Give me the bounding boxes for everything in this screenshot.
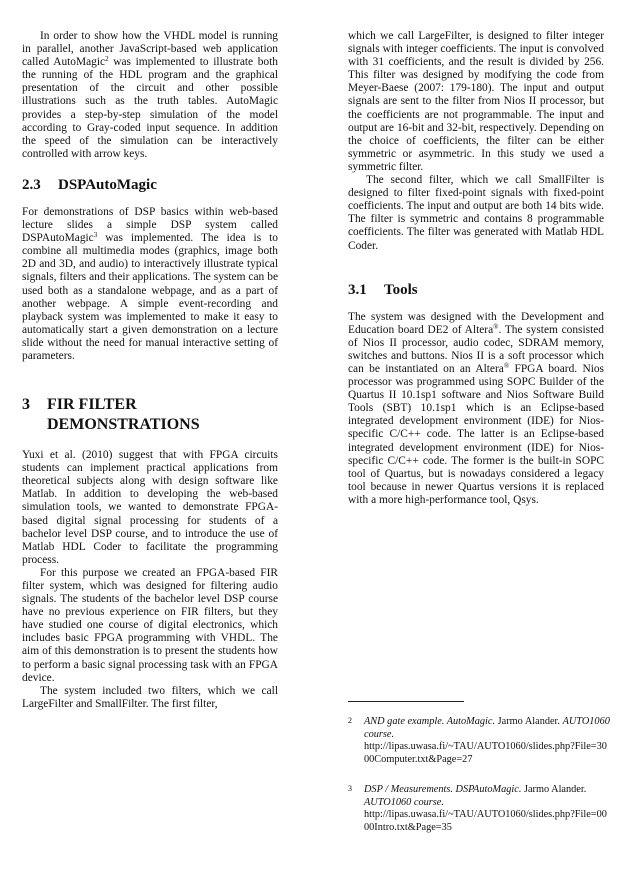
text-run: FPGA board. Nios processor was programmed using SOPC Builder of the Quartus II 10.1sp1 software and Nios Software Build Tools (SBT) 10.1sp1 which is an Eclipse-based integrated development environment (IDE) for Nios-specific C/C++ code. The latter is an Eclipse-based integrated development environment (IDE) for Nios-specific C/C++ code. The former is the built-in SOPC tool of Quartus, but is nowadays considered a legacy tool because in newer Quartus versions it is replaced with a more high-performance tool, Qsys.	[348, 362, 604, 506]
footnote-author: Jarmo Alander.	[495, 716, 563, 727]
section-heading-3-1	[348, 281, 604, 299]
section-number: 3.1	[348, 281, 367, 298]
right-column	[348, 30, 604, 507]
section-number: 2.3	[22, 176, 41, 193]
footnote-url[interactable]: http://lipas.uwasa.fi/~TAU/AUTO1060/slides.php?File=3000Computer.txt&Page=27	[364, 741, 607, 765]
paragraph-largefilter: which we call LargeFilter, is designed to filter integer signals with integer coefficients. The input is convolved with 31 coefficients, and the result is divided by 256. This filter was designed by modifying the code from Meyer-Baese (2007: 179-180). The input and output signals are sent to the filter from Nios II processor, but the coefficients are not programmable. The input and output are 16-bit and 32-bit, respectively. Depending on the choice of coefficients, the filter can be either symmetric or asymmetric. In this study we used a symmetric filter.	[348, 30, 604, 173]
footnote-ref-2[interactable]: 2	[105, 55, 109, 64]
text-run: For demonstrations of DSP basics within web-based lecture slides a simple DSP system called DSPAutoMagic	[22, 205, 278, 245]
footnote-text	[364, 784, 610, 834]
footnote-course: AUTO1060 course.	[364, 716, 610, 740]
section-title: Tools	[384, 281, 418, 298]
paragraph-fir-intro: Yuxi et al. (2010) suggest that with FPGA circuits students can implement practical applications from theoretical subjects along with design software like Matlab. In addition to developing the web-based simulation tools, we wanted to demonstrate FPGA-based digital signal processing for students of a bachelor level DSP course, and to introduce the use of Matlab HDL Coder to facilitate the programming process.	[22, 449, 278, 566]
footnote-3	[348, 784, 610, 834]
footnote-mark: 3	[348, 784, 352, 793]
registered-mark: ®	[503, 361, 510, 370]
paragraph-dspautomagic	[22, 206, 278, 363]
text-run: . The system consisted of Nios II processor, audio codec, SDRAM memory, switches and buttons. Nios II is a soft processor which can be instantiated on an Altera	[348, 323, 604, 375]
footnote-course: AUTO1060 course.	[364, 796, 444, 808]
section-number: 3	[22, 396, 30, 414]
registered-mark: ®	[493, 322, 499, 331]
paragraph-fir-system: For this purpose we created an FPGA-based FIR filter system, which was designed for filtering audio signals. The students of the bachelor level DSP course have no previous experience on FIR filters, but they have studied one course of digital electronics, which includes basic FPGA programming with VHDL. The aim of this demonstration is to present the students how to perform a basic signal processing task with an FPGA device.	[22, 566, 278, 684]
footnote-ref-3[interactable]: 3	[93, 231, 98, 240]
footnote-mark: 2	[348, 716, 352, 725]
paragraph-fir-filters: The system included two filters, which we call LargeFilter and SmallFilter. The first filter,	[22, 684, 278, 710]
section-title: DSPAutoMagic	[58, 176, 157, 193]
section-heading-2-3	[22, 176, 278, 194]
paragraph-tools	[348, 311, 604, 507]
footnote-separator	[348, 701, 464, 702]
footnote-title: DSP / Measurements. DSPAutoMagic.	[364, 784, 522, 795]
paragraph-smallfilter: The second filter, which we call SmallFilter is designed to filter fixed-point signals with fixed-point coefficients. The input and output are both 14 bits wide. The filter is symmetric and contains 8 programmable coefficients. The filter was generated with Matlab HDL Coder.	[348, 174, 604, 252]
text-run: was implemented to illustrate both the running of the HDL program and the graphical presentation of the circuit and other possible illustrations such as the truth tables. AutoMagic provides a step-by-step simulation of the model according to Gray-coded input sequence. In addition the speed of the simulation can be interactively controlled with arrow keys.	[22, 56, 278, 160]
footnote-title: AND gate example. AutoMagic.	[364, 716, 496, 727]
text-run: In order to show how the VHDL model is running in parallel, another JavaScript-based web application called AutoMagic	[22, 30, 278, 69]
footnote-url[interactable]: http://lipas.uwasa.fi/~TAU/AUTO1060/slides.php?File=0000Intro.txt&Page=35	[364, 809, 607, 833]
text-run: was implemented. The idea is to combine all multimedia modes (graphics, image both 2D and 3D, and audio) to interactively illustrate typical signals, filters and their applications. The system can be used both as a standalone webpage, and as a part of another webpage. A simple event-recording and playback system was implemented to make it easy to automatically start a given demonstration on a lecture slide without the need for manual interactive setting of parameters.	[22, 232, 278, 362]
footnote-text	[364, 716, 610, 766]
footnote-author: Jarmo Alander.	[521, 784, 587, 795]
section-heading-3	[22, 395, 278, 435]
text-run: The system was designed with the Development and Education board DE2 of Altera	[348, 310, 604, 336]
paragraph-automagic	[22, 30, 278, 161]
footnote-2	[348, 716, 610, 766]
left-column	[22, 30, 278, 711]
section-title: FIR FILTER DEMONSTRATIONS	[47, 396, 200, 434]
